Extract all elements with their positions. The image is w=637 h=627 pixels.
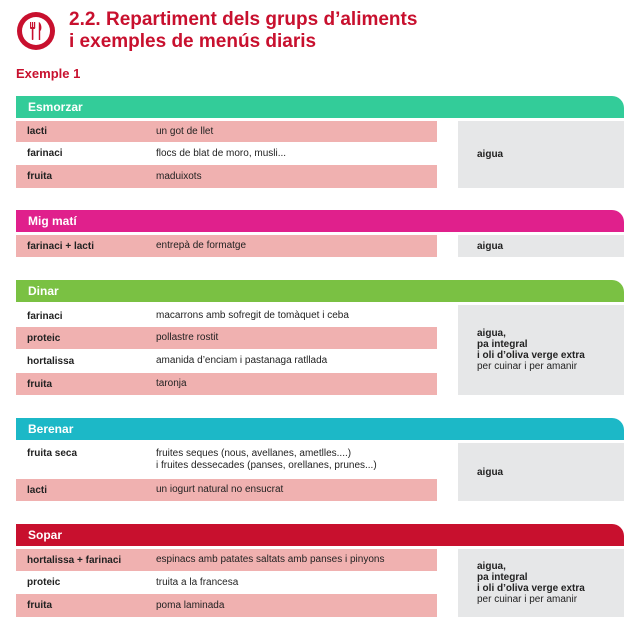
drink-line: aigua, [477,561,506,572]
table-row [16,443,437,479]
food-item: amanida d’enciam i pastanaga ratllada [156,355,328,366]
food-group: fruita [27,171,52,182]
meal-header: Berenar [16,418,624,440]
drink-box [458,235,624,257]
food-item: un got de llet [156,125,214,137]
table-row [16,594,437,617]
table-row [16,549,437,571]
food-group: lacti [27,126,48,137]
food-item: flocs de blat de moro, musli... [156,147,287,159]
drink-box [458,121,624,188]
food-item: entrepà de formatge [156,240,247,251]
table-row [16,349,437,373]
table-row [16,235,437,257]
drink-line: aigua [477,240,504,252]
drink-line: per cuinar i per amanir [477,594,578,605]
food-item: macarrons amb sofregit de tomàquet i ceba [156,310,349,321]
table-row [16,479,437,501]
food-group: farinaci [27,148,63,159]
table-row [16,142,437,165]
drink-line: aigua [477,149,504,160]
food-group: farinaci + lacti [27,240,94,252]
food-item: espinacs amb patates saltats amb panses i pinyons [156,554,385,565]
meal-header: Dinar [16,280,624,302]
food-group: farinaci [27,310,63,322]
drink-line: pa integral [477,572,528,583]
meal-header: Mig matí [16,210,624,232]
meal-header: Esmorzar [16,96,624,118]
drink-box [458,443,624,501]
food-item: taronja [156,378,187,389]
title-line-1: 2.2. Repartiment dels grups d’aliments [69,9,418,30]
example-label: Exemple 1 [16,66,81,81]
food-group: proteic [27,577,61,588]
food-group: fruita [27,378,52,390]
food-group: hortalissa + farinaci [27,554,122,566]
table-row [16,121,437,142]
food-item: maduixots [156,170,202,182]
drink-line: aigua, [477,328,506,339]
cutlery-logo [17,12,55,50]
meal-section-berenar [16,418,624,501]
title-line-2: i exemples de menús diaris [69,31,317,52]
table-row [16,305,437,327]
food-item-multiline [156,448,377,472]
drink-line: i oli d’oliva verge extra [477,583,585,594]
meal-section-mig-mati [16,210,624,257]
drink-line: pa integral [477,339,528,350]
meal-section-dinar [16,280,624,395]
food-item: truita a la francesa [156,576,239,588]
food-group: lacti [27,484,48,496]
table-row [16,165,437,188]
food-item: pollastre rostit [156,332,219,343]
drink-line: aigua [477,466,504,478]
drink-box [458,549,624,617]
meal-header: Sopar [16,524,624,546]
food-group: hortalissa [27,355,75,367]
meal-section-esmorzar [16,96,624,188]
food-item: poma laminada [156,599,225,611]
table-row [16,327,437,349]
table-row [16,373,437,395]
food-group: proteic [27,332,61,344]
drink-box [458,305,624,395]
food-item: i fruites dessecades (panses, orellanes, prunes...) [156,460,377,471]
meal-section-sopar [16,524,624,617]
table-row [16,571,437,594]
page-title [69,9,417,53]
drink-line: i oli d’oliva verge extra [477,350,585,361]
food-item: fruites seques (nous, avellanes, ametlles....) [156,448,352,459]
food-group: fruita [27,600,52,611]
drink-line: per cuinar i per amanir [477,361,578,372]
food-item: un iogurt natural no ensucrat [156,484,284,495]
cutlery-icon [22,17,50,45]
food-group: fruita seca [27,448,78,459]
